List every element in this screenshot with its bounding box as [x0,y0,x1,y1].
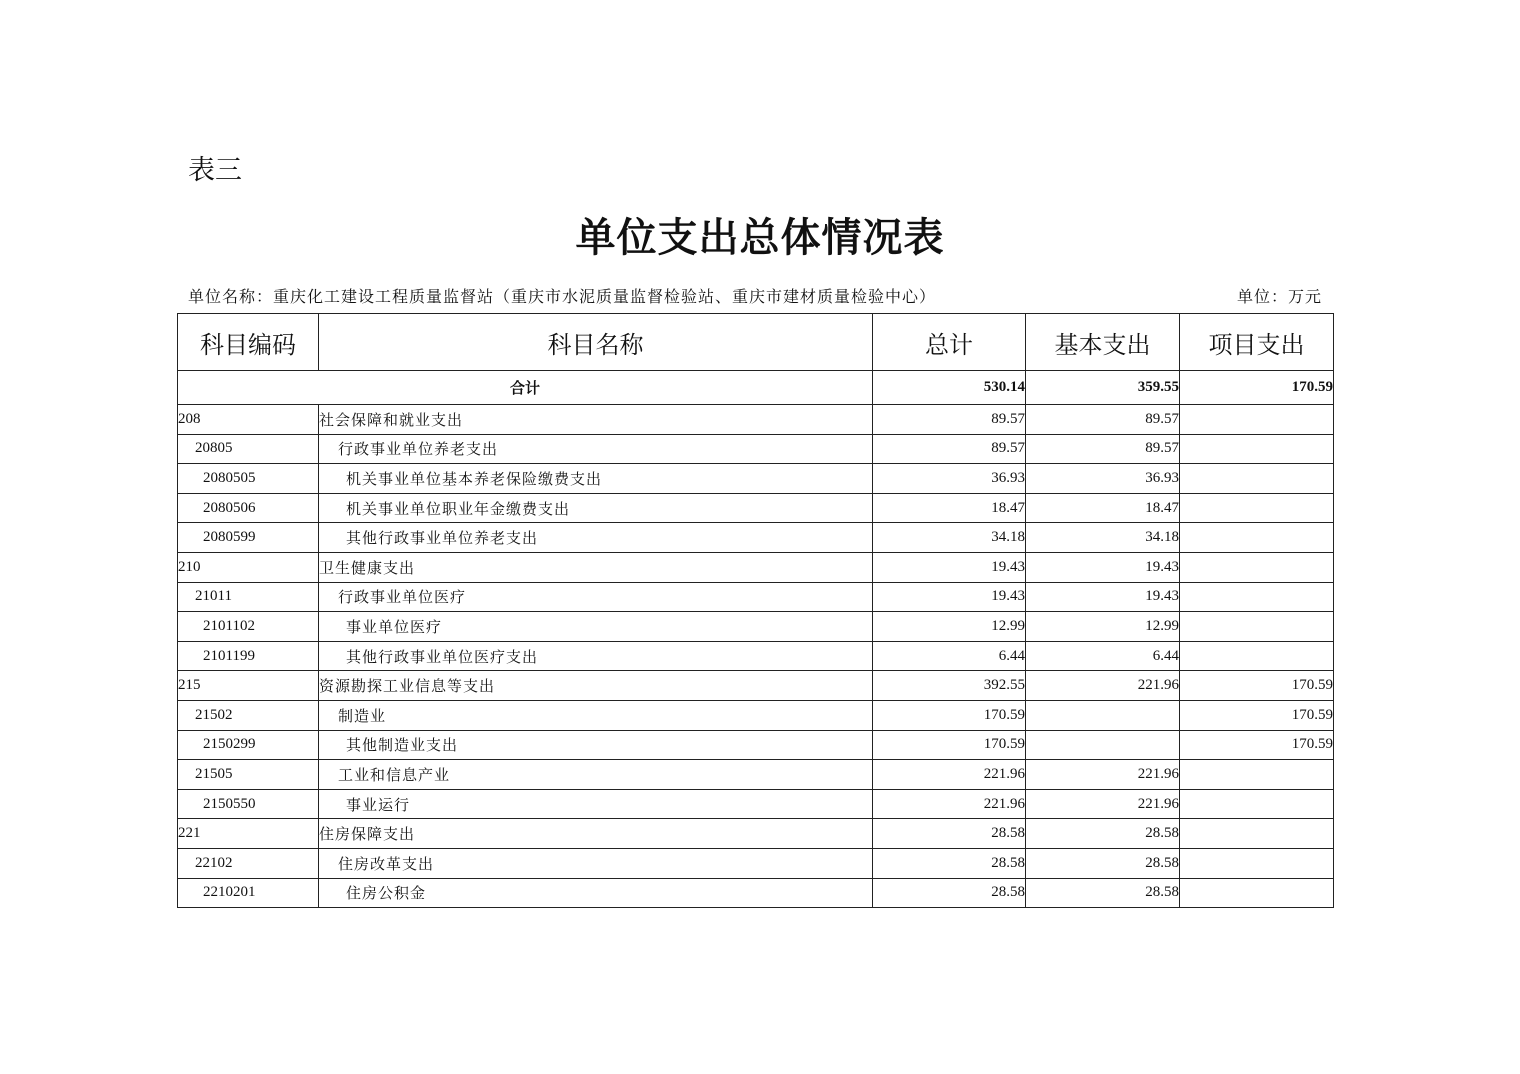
cell-total: 221.96 [873,789,1026,819]
cell-code: 2150550 [178,789,319,819]
cell-basic: 6.44 [1026,641,1180,671]
cell-name: 其他行政事业单位医疗支出 [319,641,873,671]
table-row [178,464,1334,494]
cell-total: 6.44 [873,641,1026,671]
cell-code: 2101102 [178,612,319,642]
currency-unit: 单位：万元 [1236,287,1322,306]
cell-total: 28.58 [873,848,1026,878]
cell-total: 170.59 [873,730,1026,760]
cell-total: 36.93 [873,464,1026,494]
cell-project [1180,582,1334,612]
cell-project [1180,523,1334,553]
cell-basic: 221.96 [1026,671,1180,701]
table-label: 表三 [188,155,242,186]
table-row [178,789,1334,819]
cell-name: 资源勘探工业信息等支出 [319,671,873,701]
cell-name: 机关事业单位基本养老保险缴费支出 [319,464,873,494]
table-row [178,848,1334,878]
col-header-project: 项目支出 [1180,314,1334,371]
cell-code: 208 [178,405,319,435]
total-cell-basic: 359.55 [1026,371,1180,405]
cell-basic: 19.43 [1026,582,1180,612]
table-row [178,552,1334,582]
cell-basic [1026,700,1180,730]
col-header-name: 科目名称 [319,314,873,371]
cell-code: 215 [178,671,319,701]
unit-name: 单位名称：重庆化工建设工程质量监督站（重庆市水泥质量监督检验站、重庆市建材质量检验中心） [188,287,937,306]
total-row [178,371,1334,405]
cell-total: 28.58 [873,878,1026,908]
total-label: 合计 [178,371,873,405]
cell-project [1180,552,1334,582]
cell-code: 2080599 [178,523,319,553]
cell-project [1180,405,1334,435]
cell-basic: 18.47 [1026,493,1180,523]
cell-name: 行政事业单位医疗 [319,582,873,612]
cell-total: 34.18 [873,523,1026,553]
cell-project [1180,878,1334,908]
cell-basic: 19.43 [1026,552,1180,582]
cell-basic: 36.93 [1026,464,1180,494]
cell-code: 2080505 [178,464,319,494]
table-row [178,878,1334,908]
page-title: 单位支出总体情况表 [575,215,945,261]
cell-total: 392.55 [873,671,1026,701]
cell-name: 住房保障支出 [319,819,873,849]
cell-code: 2150299 [178,730,319,760]
cell-name: 事业单位医疗 [319,612,873,642]
cell-name: 其他制造业支出 [319,730,873,760]
cell-basic: 28.58 [1026,848,1180,878]
cell-project [1180,789,1334,819]
cell-total: 19.43 [873,582,1026,612]
cell-basic: 28.58 [1026,878,1180,908]
cell-project [1180,848,1334,878]
cell-total: 18.47 [873,493,1026,523]
cell-name: 机关事业单位职业年金缴费支出 [319,493,873,523]
expenditure-table [177,313,1334,908]
cell-code: 22102 [178,848,319,878]
table-row [178,493,1334,523]
cell-name: 社会保障和就业支出 [319,405,873,435]
cell-name: 事业运行 [319,789,873,819]
col-header-basic: 基本支出 [1026,314,1180,371]
cell-total: 19.43 [873,552,1026,582]
cell-total: 221.96 [873,760,1026,790]
cell-name: 住房公积金 [319,878,873,908]
table-row [178,434,1334,464]
cell-total: 28.58 [873,819,1026,849]
cell-code: 2080506 [178,493,319,523]
table-row [178,641,1334,671]
cell-project [1180,612,1334,642]
cell-name: 其他行政事业单位养老支出 [319,523,873,553]
cell-code: 221 [178,819,319,849]
cell-project [1180,464,1334,494]
cell-total: 170.59 [873,700,1026,730]
cell-basic [1026,730,1180,760]
cell-code: 21502 [178,700,319,730]
col-header-total: 总计 [873,314,1026,371]
table-row [178,760,1334,790]
header-row [178,314,1334,371]
cell-code: 21505 [178,760,319,790]
table-row [178,730,1334,760]
table-row [178,582,1334,612]
cell-code: 2101199 [178,641,319,671]
cell-name: 行政事业单位养老支出 [319,434,873,464]
cell-project: 170.59 [1180,730,1334,760]
cell-name: 制造业 [319,700,873,730]
cell-basic: 28.58 [1026,819,1180,849]
cell-code: 20805 [178,434,319,464]
cell-basic: 221.96 [1026,760,1180,790]
cell-name: 住房改革支出 [319,848,873,878]
cell-name: 卫生健康支出 [319,552,873,582]
cell-code: 2210201 [178,878,319,908]
cell-basic: 89.57 [1026,434,1180,464]
table-row [178,819,1334,849]
table-row [178,523,1334,553]
cell-basic: 89.57 [1026,405,1180,435]
cell-total: 89.57 [873,405,1026,435]
col-header-code: 科目编码 [178,314,319,371]
cell-basic: 221.96 [1026,789,1180,819]
cell-basic: 12.99 [1026,612,1180,642]
cell-basic: 34.18 [1026,523,1180,553]
cell-project: 170.59 [1180,700,1334,730]
cell-name: 工业和信息产业 [319,760,873,790]
total-cell-total: 530.14 [873,371,1026,405]
total-cell-project: 170.59 [1180,371,1334,405]
cell-project [1180,819,1334,849]
cell-code: 210 [178,552,319,582]
cell-project [1180,641,1334,671]
table-row [178,671,1334,701]
cell-total: 89.57 [873,434,1026,464]
cell-total: 12.99 [873,612,1026,642]
cell-project: 170.59 [1180,671,1334,701]
table-row [178,612,1334,642]
cell-project [1180,493,1334,523]
table-row [178,700,1334,730]
table-row [178,405,1334,435]
cell-project [1180,434,1334,464]
cell-code: 21011 [178,582,319,612]
cell-project [1180,760,1334,790]
